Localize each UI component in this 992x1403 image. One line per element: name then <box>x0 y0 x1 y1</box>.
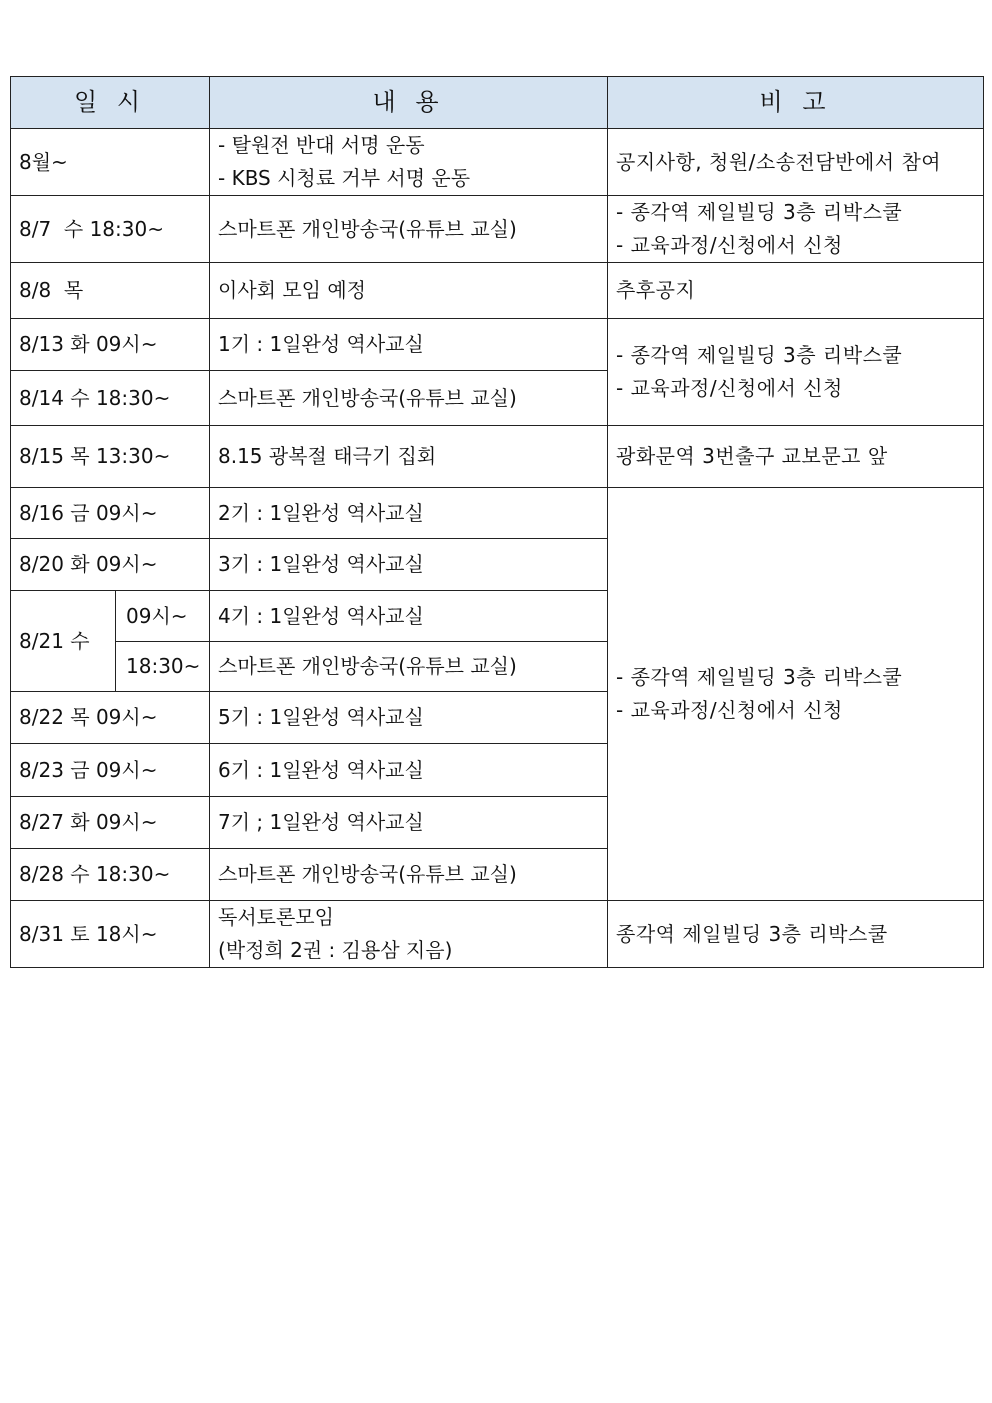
date-cell: 8/16 금 09시~ <box>11 488 210 539</box>
content-cell: 스마트폰 개인방송국(유튜브 교실) <box>210 196 608 263</box>
date-cell: 8/27 화 09시~ <box>11 797 210 849</box>
schedule-table <box>10 76 984 968</box>
content-line: (박정희 2권 : 김용삼 지음) <box>218 938 453 962</box>
content-line: - 탈원전 반대 서명 운동 <box>218 133 425 157</box>
content-cell <box>210 901 608 968</box>
table-row <box>11 196 984 263</box>
table-row <box>11 426 984 488</box>
date-cell: 8/28 수 18:30~ <box>11 849 210 901</box>
content-cell: 2기 : 1일완성 역사교실 <box>210 488 608 539</box>
content-cell: 7기 ; 1일완성 역사교실 <box>210 797 608 849</box>
content-cell: 4기 : 1일완성 역사교실 <box>210 591 608 642</box>
date-cell: 8/22 목 09시~ <box>11 692 210 744</box>
date-cell: 8/8 목 <box>11 263 210 319</box>
note-line: - 교육과정/신청에서 신청 <box>616 233 843 257</box>
content-cell: 스마트폰 개인방송국(유튜브 교실) <box>210 371 608 426</box>
table-row <box>11 263 984 319</box>
content-cell: 스마트폰 개인방송국(유튜브 교실) <box>210 849 608 901</box>
note-cell: 종각역 제일빌딩 3층 리박스쿨 <box>608 901 984 968</box>
table-row <box>11 901 984 968</box>
note-cell: 공지사항, 청원/소송전담반에서 참여 <box>608 129 984 196</box>
date-cell: 8/23 금 09시~ <box>11 744 210 797</box>
table-row <box>11 319 984 371</box>
date-cell: 8/20 화 09시~ <box>11 539 210 591</box>
note-cell <box>608 196 984 263</box>
note-line: - 교육과정/신청에서 신청 <box>616 376 843 400</box>
date-cell: 8/15 목 13:30~ <box>11 426 210 488</box>
note-line: - 종각역 제일빌딩 3층 리박스쿨 <box>616 343 903 367</box>
content-cell: 6기 : 1일완성 역사교실 <box>210 744 608 797</box>
note-line: - 종각역 제일빌딩 3층 리박스쿨 <box>616 665 903 689</box>
date-cell: 8/13 화 09시~ <box>11 319 210 371</box>
content-cell: 1기 : 1일완성 역사교실 <box>210 319 608 371</box>
note-line: - 교육과정/신청에서 신청 <box>616 698 843 722</box>
date-cell: 8월~ <box>11 129 210 196</box>
date-cell: 8/31 토 18시~ <box>11 901 210 968</box>
date-cell: 8/7 수 18:30~ <box>11 196 210 263</box>
content-line: 독서토론모임 <box>218 905 334 929</box>
date-cell: 8/14 수 18:30~ <box>11 371 210 426</box>
content-cell: 3기 : 1일완성 역사교실 <box>210 539 608 591</box>
time-cell: 09시~ <box>116 591 210 642</box>
header-row <box>11 77 984 129</box>
content-cell: 5기 : 1일완성 역사교실 <box>210 692 608 744</box>
table-row <box>11 129 984 196</box>
note-cell <box>608 488 984 901</box>
note-cell: 광화문역 3번출구 교보문고 앞 <box>608 426 984 488</box>
header-content: 내 용 <box>210 77 608 129</box>
content-cell <box>210 129 608 196</box>
time-cell: 18:30~ <box>116 642 210 692</box>
content-cell: 이사회 모임 예정 <box>210 263 608 319</box>
header-date: 일 시 <box>11 77 210 129</box>
content-cell: 스마트폰 개인방송국(유튜브 교실) <box>210 642 608 692</box>
date-cell: 8/21 수 <box>11 591 116 692</box>
note-cell <box>608 319 984 426</box>
note-cell: 추후공지 <box>608 263 984 319</box>
table-row <box>11 488 984 539</box>
header-note: 비 고 <box>608 77 984 129</box>
content-line: - KBS 시청료 거부 서명 운동 <box>218 166 471 190</box>
content-cell: 8.15 광복절 태극기 집회 <box>210 426 608 488</box>
note-line: - 종각역 제일빌딩 3층 리박스쿨 <box>616 200 903 224</box>
